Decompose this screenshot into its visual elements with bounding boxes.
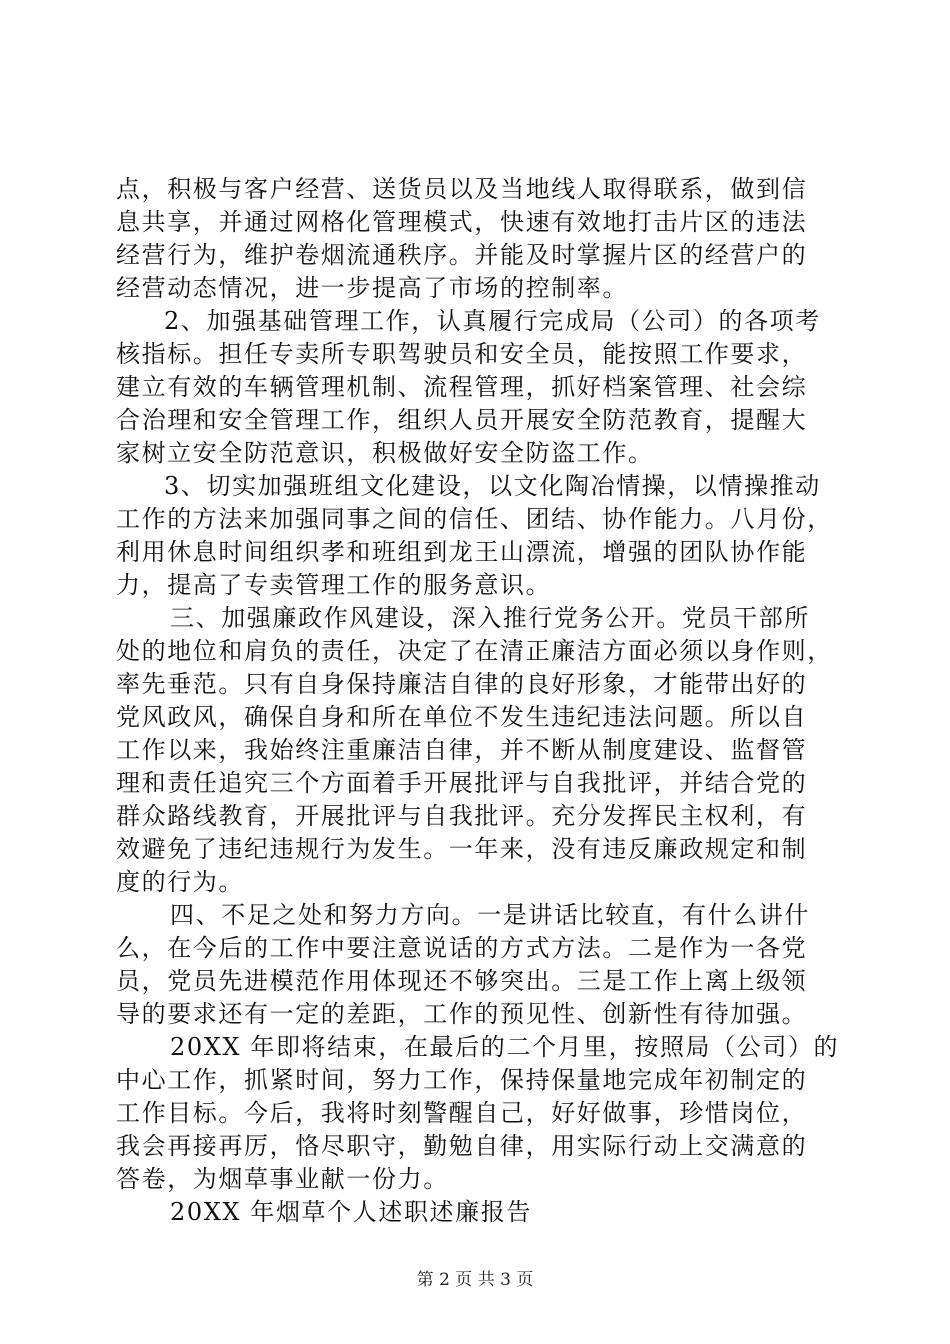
text-line: 中心工作，抓紧时间，努力工作，保持保量地完成年初制定的 [116, 1066, 808, 1094]
text-line: 建立有效的车辆管理机制、流程管理，抓好档案管理、社会综 [116, 373, 808, 401]
paragraph-start-line: 三、加强廉政作风建设，深入推行党务公开。党员干部所 [170, 604, 810, 632]
paragraph-start-line: 2、加强基础管理工作，认真履行完成局（公司）的各项考 [164, 307, 821, 335]
paragraph-start-line: 3、切实加强班组文化建设，以文化陶冶情操，以情操推动 [164, 472, 821, 500]
text-line: 息共享，并通过网格化管理模式，快速有效地打击片区的违法 [116, 208, 808, 236]
text-line: 工作目标。今后，我将时刻警醒自己，好好做事，珍惜岗位， [116, 1099, 808, 1127]
text-line: 么，在今后的工作中要注意说话的方式方法。二是作为一各党 [116, 934, 808, 962]
paragraph-start-line: 20XX 年烟草个人述职述廉报告 [170, 1198, 532, 1226]
text-line: 工作的方法来加强同事之间的信任、团结、协作能力。八月份， [116, 505, 833, 533]
text-line: 处的地位和肩负的责任，决定了在清正廉洁方面必须以身作则， [116, 637, 833, 665]
text-line: 经营行为，维护卷烟流通秩序。并能及时掌握片区的经营户的 [116, 241, 808, 269]
text-line: 答卷，为烟草事业献一份力。 [116, 1165, 449, 1193]
text-line: 经营动态情况，进一步提高了市场的控制率。 [116, 274, 628, 302]
text-line: 力，提高了专卖管理工作的服务意识。 [116, 571, 552, 599]
text-line: 党风政风，确保自身和所在单位不发生违纪违法问题。所以自 [116, 703, 808, 731]
text-line: 效避免了违纪违规行为发生。一年来，没有违反廉政规定和制 [116, 835, 808, 863]
text-line: 群众路线教育，开展批评与自我批评。充分发挥民主权利，有 [116, 802, 808, 830]
text-line: 合治理和安全管理工作，组织人员开展安全防范教育，提醒大 [116, 406, 808, 434]
text-line: 利用休息时间组织孝和班组到龙王山漂流，增强的团队协作能 [116, 538, 808, 566]
text-line: 率先垂范。只有自身保持廉洁自律的良好形象，才能带出好的 [116, 670, 808, 698]
text-line: 工作以来，我始终注重廉洁自律，并不断从制度建设、监督管 [116, 736, 808, 764]
text-line: 核指标。担任专卖所专职驾驶员和安全员，能按照工作要求， [116, 340, 808, 368]
text-line: 我会再接再厉，恪尽职守，勤勉自律，用实际行动上交满意的 [116, 1132, 808, 1160]
paragraph-start-line: 20XX 年即将结束，在最后的二个月里，按照局（公司）的 [170, 1033, 840, 1061]
text-line: 导的要求还有一定的差距，工作的预见性、创新性有待加强。 [116, 1000, 808, 1028]
text-line: 点，积极与客户经营、送货员以及当地线人取得联系，做到信 [116, 175, 808, 203]
text-line: 理和责任追究三个方面着手开展批评与自我批评，并结合党的 [116, 769, 808, 797]
text-line: 度的行为。 [116, 868, 244, 896]
text-line: 家树立安全防范意识，积极做好安全防盗工作。 [116, 439, 654, 467]
text-line: 员，党员先进模范作用体现还不够突出。三是工作上离上级领 [116, 967, 808, 995]
paragraph-start-line: 四、不足之处和努力方向。一是讲话比较直，有什么讲什 [170, 901, 810, 929]
page-number-footer: 第 2 页 共 3 页 [416, 1270, 534, 1290]
